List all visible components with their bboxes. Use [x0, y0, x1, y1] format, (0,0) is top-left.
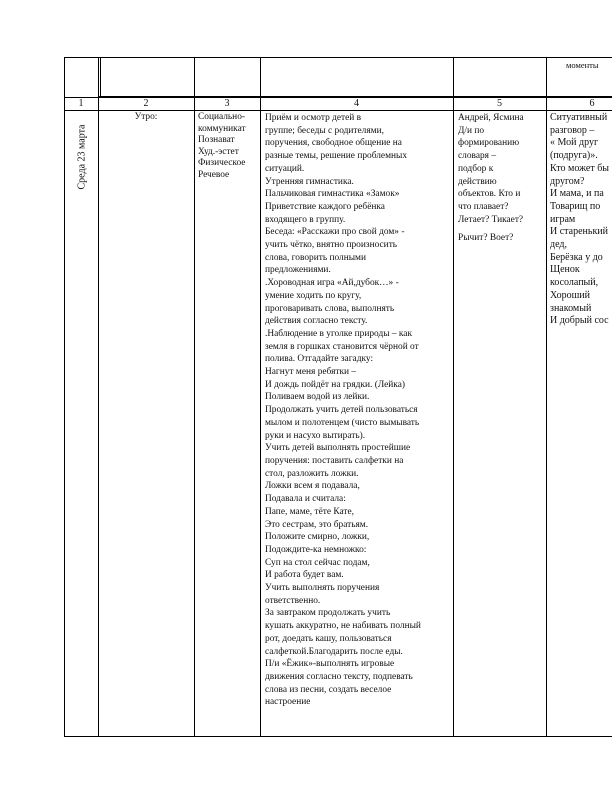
situational-line: Щенок	[550, 264, 580, 276]
activity-line: ответственно.	[265, 595, 321, 606]
situational-line: Берёзка у до	[550, 251, 603, 263]
activity-line: действия согласно тексту.	[265, 316, 368, 327]
situational-line: И старенький	[550, 226, 609, 238]
activity-line: проговаривать слова, выполнять	[265, 303, 395, 314]
activity-line: Подавала и считала:	[265, 494, 346, 505]
activity-line: П/и «Ёжик»-выполнять игровые	[265, 659, 395, 670]
activity-line: разные темы, решение проблемных	[265, 151, 408, 162]
activity-line: Подождите-ка немножко:	[265, 544, 367, 555]
situational-line: косолапый,	[550, 277, 599, 289]
individual-line: формированию	[458, 138, 520, 149]
activity-line: Нагнут меня ребятки –	[265, 367, 357, 378]
activity-line: Ложки всем я подавала,	[265, 481, 360, 492]
individual-line: словаря –	[458, 151, 497, 162]
activity-line: слова, говорить полными	[265, 252, 366, 263]
activity-line: И дождь пойдёт на грядки. (Лейка)	[265, 379, 405, 390]
table-col-line-4	[453, 57, 454, 736]
situational-line: играм	[550, 213, 576, 225]
col-number-6: 6	[589, 98, 595, 109]
activity-line: Беседа: «Расскажи про свой дом» -	[265, 227, 405, 238]
individual-line: Летает? Тикает?	[458, 214, 524, 225]
activity-line: За завтраком продолжать учить	[265, 608, 391, 619]
situational-line: И мама, и па	[550, 188, 604, 200]
period-cell	[98, 112, 194, 124]
activity-line: Приём и осмотр детей в	[265, 113, 362, 123]
situational-line: знакомый	[550, 302, 592, 314]
day-label: Среда 23 марта	[76, 124, 88, 190]
activity-line: Приветствие каждого ребёнка	[265, 201, 385, 212]
activity-line: салфеткой.Благодарить после еды.	[265, 646, 403, 657]
area-item: Худ.-эстет	[198, 146, 239, 157]
activity-line: рот, доедать кашу, пользоваться	[265, 633, 392, 644]
activity-line: Это сестрам, это братьям.	[265, 519, 369, 530]
activity-line: группе; беседы с родителями,	[265, 125, 384, 136]
situational-line: разговор –	[550, 124, 595, 136]
col-number-5: 5	[497, 98, 502, 109]
period-label: Утро:	[134, 112, 158, 122]
situational-cell	[550, 112, 612, 328]
activity-line: полива. Отгадайте загадку:	[265, 354, 374, 365]
group-activities-cell	[265, 112, 453, 709]
individual-line: Рычит? Воет?	[458, 233, 514, 244]
table-col-line-0	[64, 57, 65, 736]
col-number-2: 2	[143, 98, 149, 109]
table-border-bottom	[64, 736, 612, 737]
area-item: Социально-	[198, 112, 245, 122]
individual-work-cell	[458, 112, 546, 245]
situational-line: И добрый сос	[550, 315, 609, 327]
individual-line: объектов. Кто и	[458, 189, 521, 200]
activity-line: ситуаций.	[265, 163, 305, 174]
activity-line: Учить выполнять поручения	[265, 583, 380, 594]
area-item: Познават	[198, 135, 235, 146]
activity-line: Папе, маме, тёте Кате,	[265, 506, 354, 517]
day-cell	[67, 112, 97, 202]
col-number-4: 4	[354, 98, 359, 109]
col-number-3: 3	[224, 98, 230, 109]
individual-line: подбор к	[458, 163, 494, 174]
area-item: Речевое	[198, 169, 230, 180]
activity-line: настроение	[265, 697, 311, 708]
situational-line: Ситуативный	[550, 112, 608, 123]
activity-line: И работа будет вам.	[265, 570, 344, 581]
activity-line: земля в горшках становится чёрной от	[265, 341, 419, 352]
activity-line: поручения: поставить салфетки на	[265, 455, 404, 466]
situational-line: дед,	[550, 239, 567, 251]
activity-line: входящего в группу.	[265, 214, 346, 225]
table-col-line-1	[98, 57, 99, 736]
individual-line: что плавает?	[458, 201, 509, 212]
activity-line: движения согласно тексту, подпевать	[265, 671, 413, 682]
activity-line: Поливаем водой из лейки.	[265, 392, 370, 403]
activity-line: Учить детей выполнять простейшие	[265, 443, 411, 454]
table-col-line-3	[260, 57, 261, 736]
col-number-1: 1	[78, 98, 84, 109]
activity-line: .Хороводная игра «Ай,дубок…» -	[265, 278, 399, 289]
situational-line: Хороший	[550, 289, 590, 301]
situational-line: другом?	[550, 175, 585, 187]
activity-line: стол, разложить ложки.	[265, 468, 359, 479]
activity-line: мылом и полотенцем (чисто вымывать	[265, 417, 420, 428]
areas-cell	[198, 112, 260, 182]
activity-line: .Наблюдение в уголке природы – как	[265, 328, 413, 339]
area-item: Физическое	[198, 158, 246, 169]
header-moments-label: моменты	[566, 60, 599, 70]
activity-line: слова из песни, создать веселое	[265, 684, 392, 695]
situational-line: Кто может бы	[550, 162, 609, 174]
situational-line: Товарищ по	[550, 200, 601, 212]
individual-line: Андрей, Ясмина	[458, 113, 524, 123]
activity-line: умение ходить по кругу,	[265, 290, 362, 301]
activity-line: Положите смирно, ложки,	[265, 532, 370, 543]
table-col-line-5	[546, 57, 547, 736]
table-border-top	[64, 57, 612, 58]
table-col-line-2	[194, 57, 195, 736]
individual-line: Д/и по	[458, 125, 485, 136]
activity-line: Суп на стол сейчас подам,	[265, 557, 370, 568]
activity-line: Пальчиковая гимнастика «Замок»	[265, 189, 400, 200]
activity-line: предложениями.	[265, 265, 331, 276]
activity-line: кушать аккуратно, не набивать полный	[265, 621, 421, 632]
area-item: коммуникат	[198, 123, 246, 134]
activity-line: учить чётко, внятно произносить	[265, 240, 398, 251]
individual-line: действию	[458, 176, 497, 187]
situational-line: (подруга)».	[550, 150, 598, 162]
table-number-row-bottom	[64, 110, 612, 111]
situational-line: « Мой друг	[550, 137, 599, 149]
activity-line: Утренняя гимнастика.	[265, 176, 354, 187]
activity-line: руки и насухо вытирать).	[265, 430, 366, 441]
activity-line: Продолжать учить детей пользоваться	[265, 405, 418, 416]
table-col-line-1b	[100, 57, 101, 97]
activity-line: поручения, свободное общение на	[265, 138, 402, 149]
